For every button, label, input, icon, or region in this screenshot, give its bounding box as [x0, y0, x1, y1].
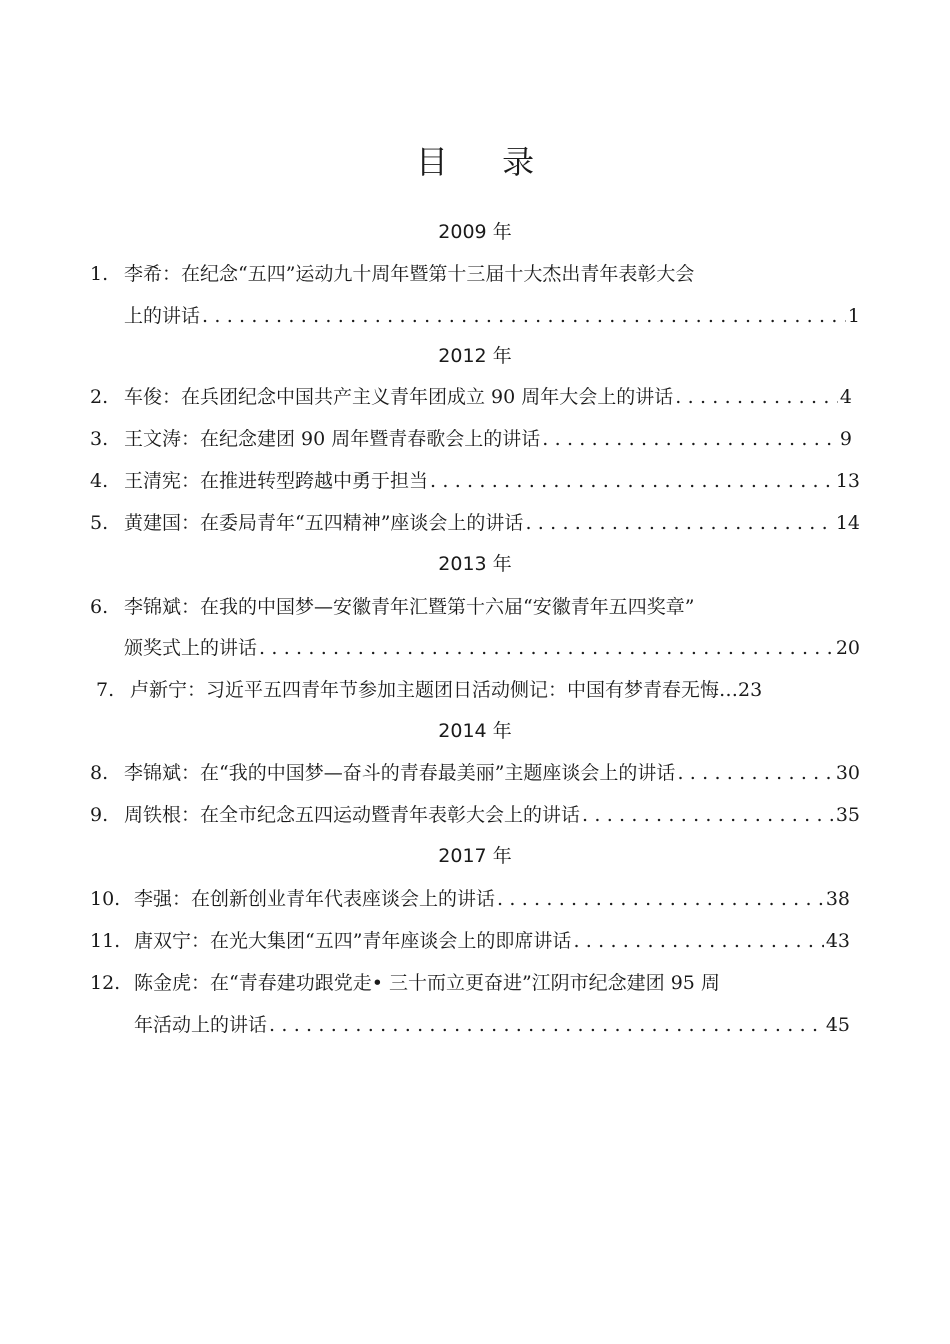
entry-page: 30 [835, 762, 860, 784]
entry-title-cont: 上的讲话 [124, 305, 201, 327]
entry-title: 李强：在创新创业青年代表座谈会上的讲话 [134, 888, 496, 910]
entry-number: 11. [90, 930, 121, 952]
entry-title: 王清宪：在推进转型跨越中勇于担当 [124, 470, 429, 492]
entry-title: 黄建国：在委局青年“五四精神”座谈会上的讲话 [124, 512, 524, 534]
dot-leader [525, 508, 833, 538]
entry-number: 8. [90, 762, 109, 784]
year-heading: 2012 年 [438, 345, 512, 367]
toc-entry-9[interactable] [90, 800, 860, 830]
entry-number: 4. [90, 470, 109, 492]
entry-page: 14 [835, 512, 860, 534]
dot-leader [675, 382, 838, 412]
entry-number: 1. [90, 263, 109, 285]
entry-title: 车俊：在兵团纪念中国共产主义青年团成立 90 周年大会上的讲话 [124, 386, 674, 408]
toc-entry-11[interactable] [90, 926, 850, 956]
entry-title-cont: 年活动上的讲话 [134, 1014, 268, 1036]
dot-leader [573, 926, 823, 956]
dot-leader [430, 466, 834, 496]
toc-entry-12[interactable] [90, 968, 850, 998]
dot-leader [677, 758, 833, 788]
entry-page: 13 [835, 470, 860, 492]
entry-number: 9. [90, 804, 109, 826]
entry-title: 李希：在纪念“五四”运动九十周年暨第十三届十大杰出青年表彰大会 [124, 263, 695, 285]
entry-page: 45 [825, 1014, 850, 1036]
dot-leader [582, 800, 834, 830]
toc-entry-7[interactable] [96, 675, 860, 705]
entry-title: 陈金虎：在“青春建功跟党走• 三十而立更奋进”江阴市纪念建团 95 周 [134, 972, 720, 994]
entry-number: 3. [90, 428, 109, 450]
entry-page: 9 [839, 428, 852, 450]
entry-number: 2. [90, 386, 109, 408]
entry-page: 20 [835, 637, 860, 659]
toc-entry-1[interactable] [90, 259, 860, 289]
entry-page: 43 [825, 930, 850, 952]
entry-number: 12. [90, 972, 121, 994]
entry-page: 1 [847, 305, 860, 327]
year-heading: 2013 年 [438, 553, 512, 575]
toc-entry-10[interactable] [90, 884, 850, 914]
year-heading: 2017 年 [438, 845, 512, 867]
toc-entry-1-cont[interactable] [124, 301, 860, 331]
toc-entry-3[interactable] [90, 424, 852, 454]
entry-page: 4 [839, 386, 852, 408]
year-heading: 2014 年 [438, 720, 512, 742]
entry-title: 卢新宁：习近平五四青年节参加主题团日活动侧记：中国有梦青春无悔… [130, 679, 739, 701]
entry-title-cont: 颁奖式上的讲话 [124, 637, 258, 659]
page-title: 目 录 [415, 143, 557, 181]
entry-number: 5. [90, 512, 109, 534]
toc-entry-5[interactable] [90, 508, 860, 538]
toc-entry-12-cont[interactable] [134, 1010, 850, 1040]
entry-number: 10. [90, 888, 121, 910]
year-heading: 2009 年 [438, 221, 512, 243]
entry-page: 38 [825, 888, 850, 910]
dot-leader [497, 884, 824, 914]
entry-title: 唐双宁：在光大集团“五四”青年座谈会上的即席讲话 [134, 930, 572, 952]
entry-title: 王文涛：在纪念建团 90 周年暨青春歌会上的讲话 [124, 428, 541, 450]
toc-entry-6[interactable] [90, 592, 860, 622]
entry-title: 李锦斌：在我的中国梦—安徽青年汇暨第十六届“安徽青年五四奖章” [124, 596, 695, 618]
toc-entry-2[interactable] [90, 382, 852, 412]
entry-title: 周铁根：在全市纪念五四运动暨青年表彰大会上的讲话 [124, 804, 581, 826]
toc-entry-4[interactable] [90, 466, 860, 496]
dot-leader [542, 424, 838, 454]
entry-title: 李锦斌：在“我的中国梦—奋斗的青春最美丽”主题座谈会上的讲话 [124, 762, 676, 784]
toc-entry-6-cont[interactable] [124, 633, 860, 663]
dot-leader [269, 1010, 824, 1040]
dot-leader [259, 633, 834, 663]
entry-number: 6. [90, 596, 109, 618]
toc-entry-8[interactable] [90, 758, 860, 788]
entry-page: 35 [835, 804, 860, 826]
entry-number: 7. [96, 679, 115, 701]
entry-page: 23 [738, 679, 763, 701]
dot-leader [202, 301, 846, 331]
